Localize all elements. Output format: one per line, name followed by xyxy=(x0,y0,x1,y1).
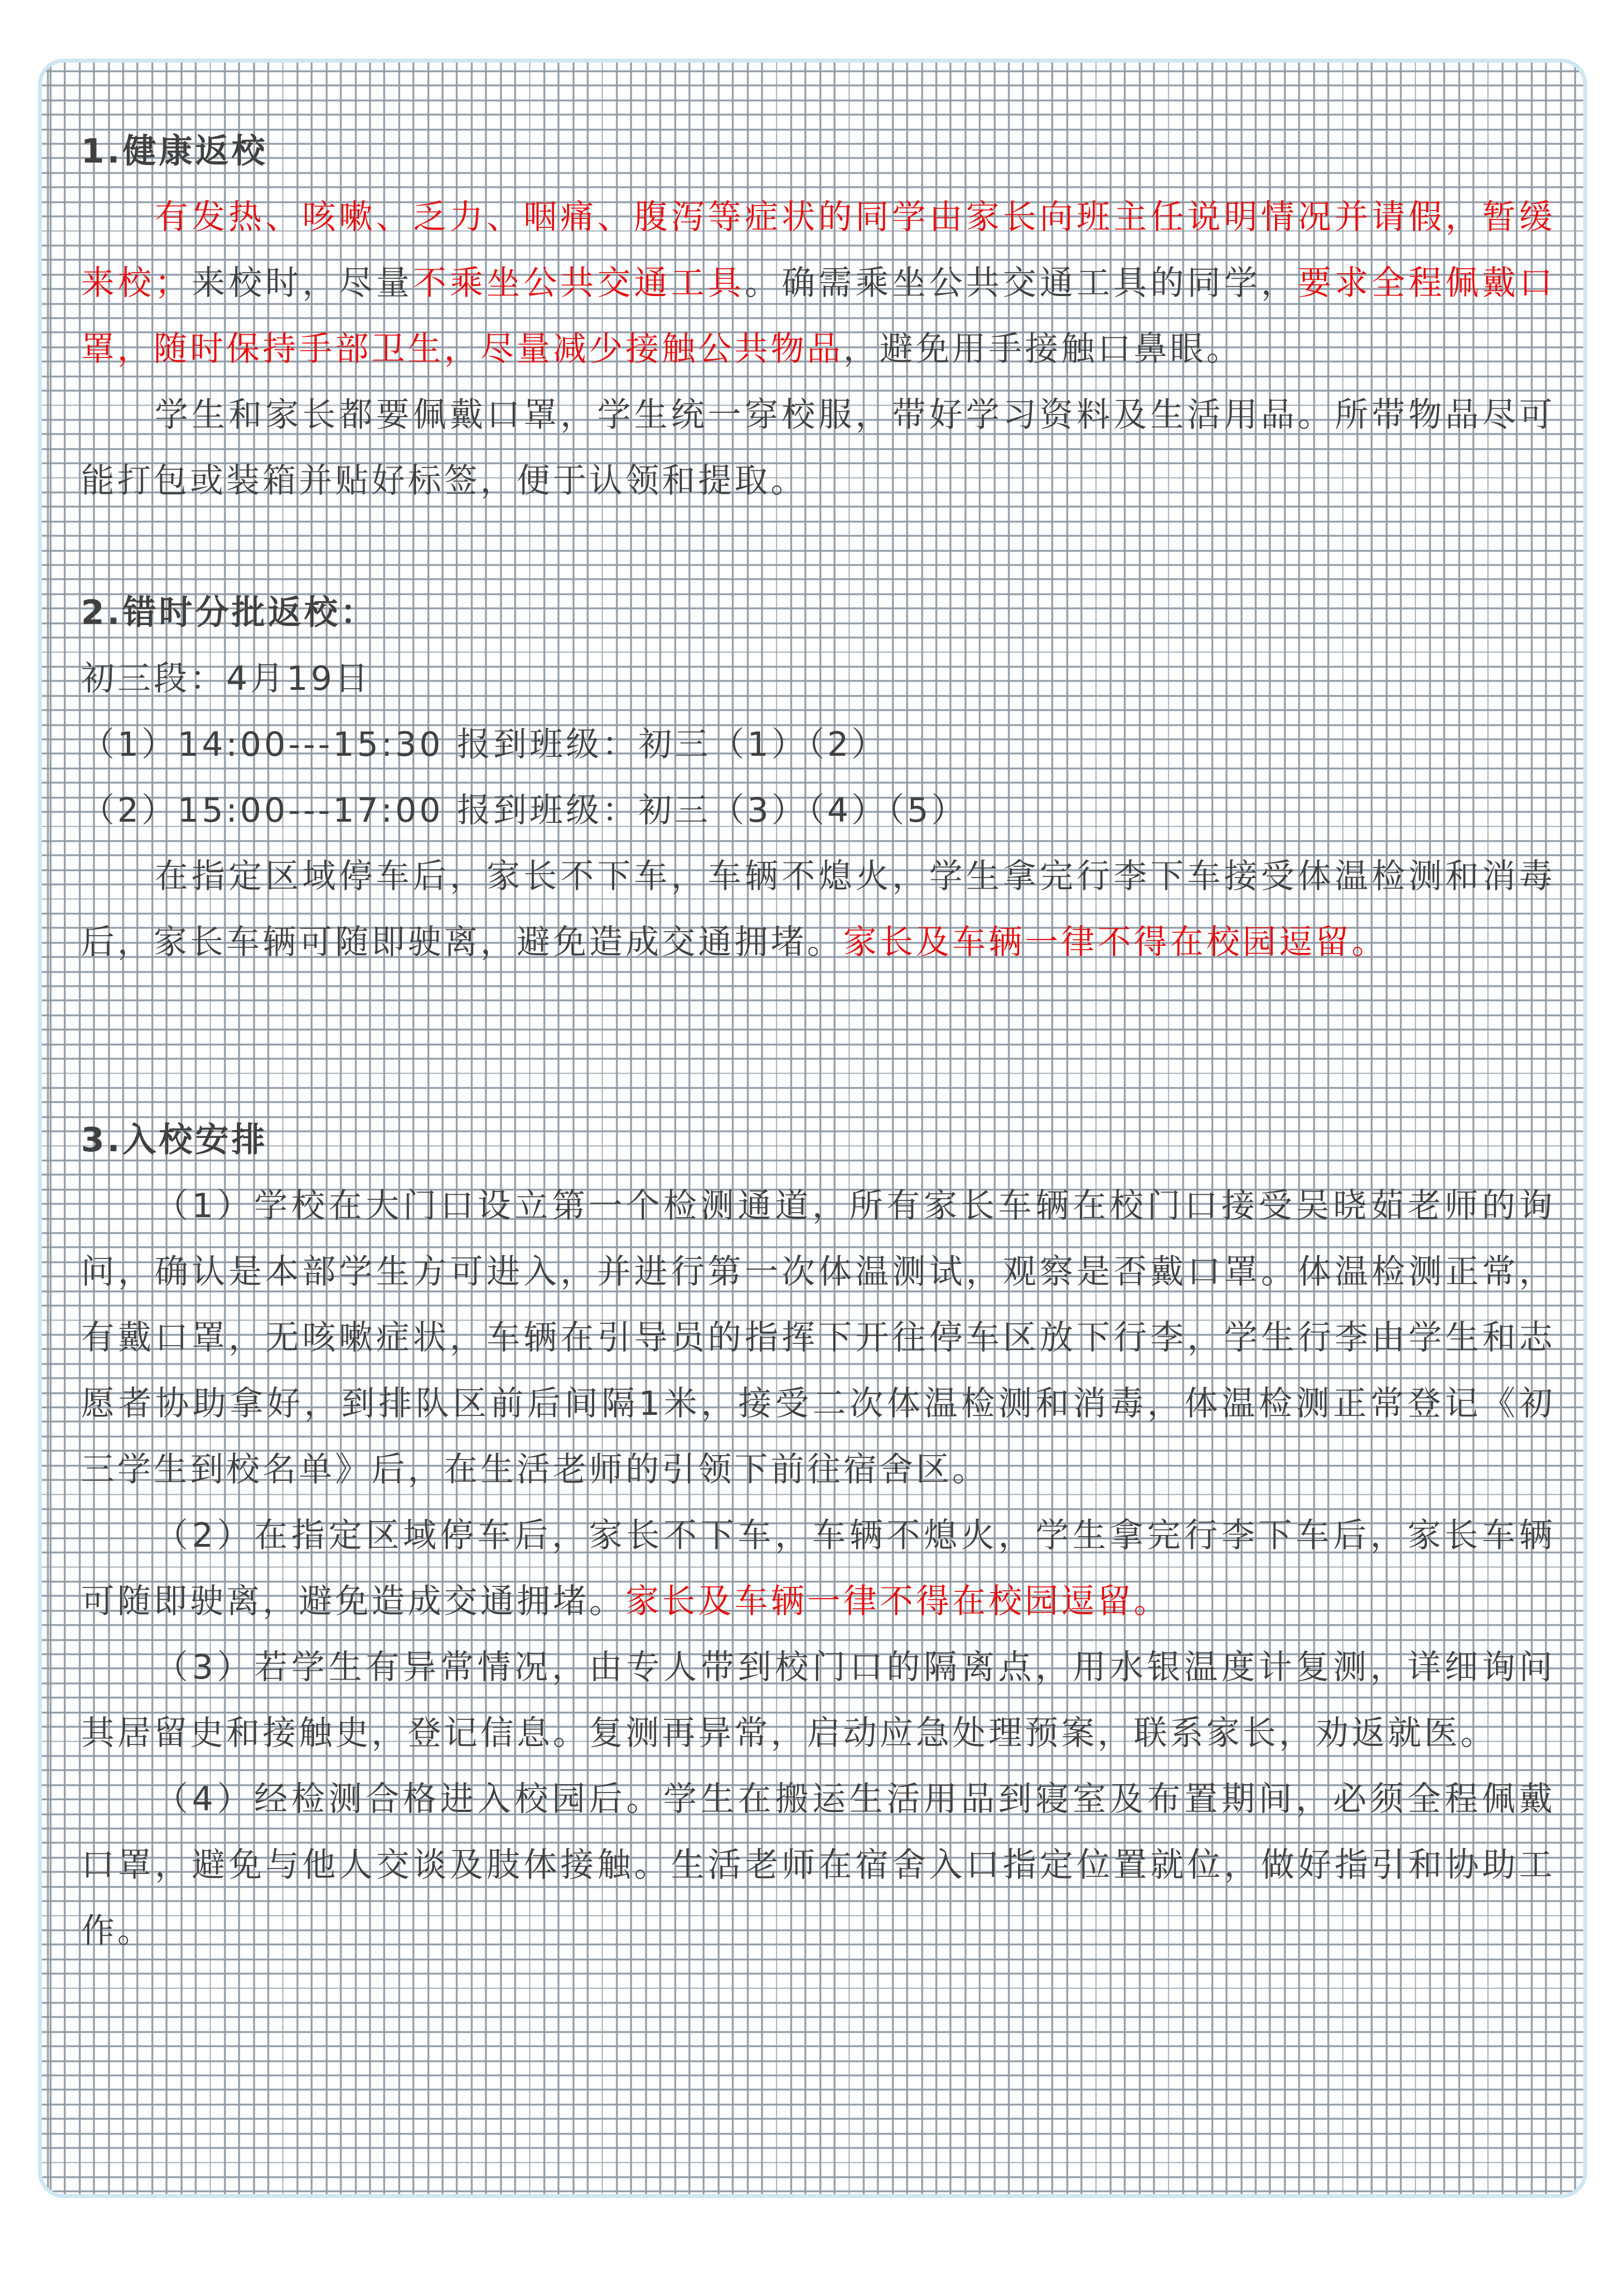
section-3-heading: 3.入校安排 xyxy=(81,1121,268,1160)
section-2-heading: 2.错时分批返校： xyxy=(81,593,377,632)
no-public-transport-highlight: 不乘坐公共交通工具 xyxy=(413,264,745,303)
section-1-heading: 1.健康返校 xyxy=(81,132,268,171)
dropoff-text: 在指定区域停车后，家长不下车，车辆不熄火，学生拿完行李下车接受体温检测和消毒后，家长车辆可随即驶离，避免造成交通拥堵。 xyxy=(81,857,1555,962)
entry-item-4: （4）经检测合格进入校园后。学生在搬运生活用品到寝室及布置期间，必须全程佩戴口罩，避免与他人交谈及肢体接触。生活老师在宿舍入口指定位置就位，做好指引和协助工作。 xyxy=(81,1780,1555,1951)
section-1-paragraph-1 xyxy=(81,184,1555,382)
entry-item-1: （1）学校在大门口设立第一个检测通道，所有家长车辆在校门口接受吴晓茹老师的询问，确认是本部学生方可进入，并进行第一次体温测试，观察是否戴口罩。体温检测正常，有戴口罩，无咳嗽症状，车辆在引导员的指挥下开往停车区放下行李，学生行李由学生和志愿者协助拿好，到排队区前后间隔1米，接受二次体温检测和消毒，体温检测正常登记《初三学生到校名单》后，在生活老师的引领下前往宿舍区。 xyxy=(81,1186,1555,1489)
time-slot-1: （1）14:00---15:30 报到班级：初三（1）（2） xyxy=(81,725,888,764)
entry-item-2-highlight: 家长及车辆一律不得在校园逗留。 xyxy=(625,1582,1170,1621)
grid-paper-card xyxy=(38,59,1587,2198)
transport-text-2: 。确需乘坐公共交通工具的同学， xyxy=(744,264,1298,303)
entry-item-3: （3）若学生有异常情况，由专人带到校门口的隔离点，用水银温度计复测，详细询问其居留史和接触史，登记信息。复测再异常，启动应急处理预案，联系家长，劝返就医。 xyxy=(81,1648,1555,1753)
section-2-paragraph xyxy=(81,843,1555,975)
section-1-paragraph-2: 学生和家长都要佩戴口罩，学生统一穿校服，带好学习资料及生活用品。所带物品尽可能打包或装箱并贴好标签，便于认领和提取。 xyxy=(81,395,1555,500)
transport-text-3: ，避免用手接触口鼻眼。 xyxy=(843,330,1243,369)
mask-hygiene-highlight: 要求全程佩戴口罩，随时保持手部卫生，尽量减少接触公共物品 xyxy=(81,264,1556,369)
symptom-notice-highlight: 有发热、咳嗽、乏力、咽痛、腹泻等症状的同学由家长向班主任说明情况并请假，暂缓来校； xyxy=(81,198,1555,303)
section-spacer xyxy=(81,975,1555,1107)
no-loitering-highlight: 家长及车辆一律不得在校园逗留。 xyxy=(843,923,1388,962)
entry-item-2 xyxy=(81,1503,1555,1634)
grade-date-line: 初三段：4月19日 xyxy=(81,659,371,698)
time-slot-2: （2）15:00---17:00 报到班级：初三（3）（4）（5） xyxy=(81,791,968,830)
transport-text-1: 来校时，尽量 xyxy=(191,264,413,303)
entry-item-2-text: （2）在指定区域停车后，家长不下车，车辆不熄火，学生拿完行李下车后，家长车辆可随即驶离，避免造成交通拥堵。 xyxy=(81,1516,1555,1621)
section-spacer xyxy=(81,514,1555,580)
notice-content xyxy=(81,118,1555,1964)
